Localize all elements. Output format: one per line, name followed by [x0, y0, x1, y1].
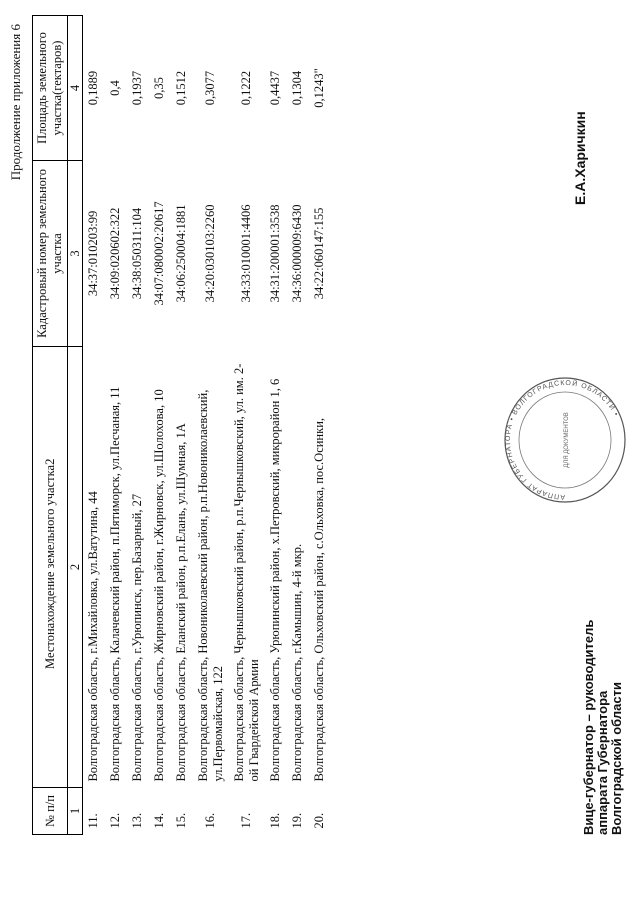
row-number: 13. — [130, 812, 144, 829]
signature-title-line: Волгоградской области — [609, 682, 624, 835]
signature-title-line: аппарата Губернатора — [595, 690, 610, 835]
row-location: Волгоградская область, Новониколаевский район, р.п.Новониколаевский, ул.Первомайская, 122 — [195, 389, 225, 782]
table-row — [265, 16, 287, 835]
continuation-caption: Продолжение приложения 6 — [8, 24, 23, 181]
column-number-row — [68, 16, 83, 835]
header-number: № п/п — [33, 788, 68, 835]
column-number: 3 — [68, 161, 83, 347]
column-number: 2 — [68, 346, 83, 787]
row-area: 0,4 — [108, 80, 122, 96]
table-row — [287, 16, 309, 835]
land-plots-table — [32, 15, 331, 835]
row-location: Волгоградская область, Ольховский район, с.Ольховка, пос.Осинки, — [312, 417, 326, 782]
row-cadastral: 34:38:050311:104 — [130, 207, 144, 300]
column-number: 1 — [68, 788, 83, 835]
row-location: Волгоградская область, г.Урюпинск, пер.Базарный, 27 — [130, 493, 144, 782]
header-cadastral: Кадастровый номер земельного участка — [33, 161, 68, 347]
row-area: 0,1937 — [130, 70, 144, 106]
row-area: 0,1222 — [239, 70, 253, 106]
row-cadastral: 34:20:030103:2260 — [203, 204, 217, 303]
row-cadastral: 34:33:010001:4406 — [239, 204, 253, 303]
row-number: 19. — [290, 812, 304, 829]
row-location: Волгоградская область, г.Камышин, 4-й мкр. — [290, 543, 304, 782]
table-row — [149, 16, 171, 835]
row-area: 0,1304 — [290, 70, 304, 106]
row-number: 12. — [108, 812, 122, 829]
row-number: 11. — [86, 813, 101, 829]
row-cadastral: 34:37:010203:99 — [86, 210, 101, 297]
column-number: 4 — [68, 16, 83, 161]
row-area: 0,1243" — [312, 68, 326, 108]
header-location: Местонахождение земельного участка — [33, 346, 68, 787]
row-cadastral: 34:22:060147:155 — [312, 207, 326, 300]
row-location: Волгоградская область, Жирновский район, г.Жирновск, ул.Шолохова, 10 — [152, 389, 166, 782]
stamp-outer-text: АППАРАТ ГУБЕРНАТОРА • ВОЛГОГРАДСКОЙ ОБЛАСТИ • — [504, 379, 620, 501]
row-area: 0,4437 — [268, 70, 282, 106]
row-location: Волгоградская область, Урюпинский район, х.Петровский, микрорайон 1, 6 — [268, 378, 282, 782]
row-cadastral: 34:06:250004:1881 — [174, 204, 188, 303]
table-row — [83, 16, 105, 835]
signature-block — [582, 620, 624, 835]
signature-title-line: Вице-губернатор – руководитель — [581, 619, 596, 835]
table-header-row — [33, 16, 68, 835]
row-number: 20. — [312, 812, 326, 829]
signer-name: Е.А.Харичкин — [572, 111, 588, 205]
row-number: 18. — [268, 812, 282, 829]
row-cadastral: 34:36:000009:6430 — [290, 204, 304, 303]
page-number: 2 — [42, 458, 57, 465]
table-row — [171, 16, 193, 835]
row-number: 17. — [239, 812, 253, 829]
row-area: 0,1889 — [86, 70, 101, 106]
row-cadastral: 34:09:020602:322 — [108, 207, 122, 300]
row-area: 0,1512 — [174, 70, 188, 106]
table-row — [105, 16, 127, 835]
row-location: Волгоградская область, Чернышковский район, р.п.Чернышковский, ул. им. 2-ой Гвардейской Армии — [231, 363, 261, 782]
row-location: Волгоградская область, Калачевский район, п.Пятиморск, ул.Песчаная, 11 — [108, 386, 122, 782]
row-cadastral: 34:07:080002:20617 — [152, 201, 166, 306]
table-row — [229, 16, 265, 835]
row-area: 0,3077 — [203, 70, 217, 106]
row-location: Волгоградская область, Еланский район, р.п.Елань, ул.Шумная, 1А — [174, 423, 188, 782]
header-area: Площадь земельного участка(гектаров) — [33, 16, 68, 161]
row-number: 14. — [152, 812, 166, 829]
row-area: 0,35 — [152, 77, 166, 99]
row-location: Волгоградская область, г.Михайловка, ул.Ватутина, 44 — [86, 491, 101, 782]
table-row — [309, 16, 331, 835]
table-row — [127, 16, 149, 835]
row-number: 15. — [174, 812, 188, 829]
official-stamp-icon — [500, 375, 630, 505]
table-row — [193, 16, 229, 835]
stamp-inner-text: ДЛЯ ДОКУМЕНТОВ — [564, 412, 570, 468]
row-cadastral: 34:31:200001:3538 — [268, 204, 282, 303]
row-number: 16. — [203, 812, 217, 829]
